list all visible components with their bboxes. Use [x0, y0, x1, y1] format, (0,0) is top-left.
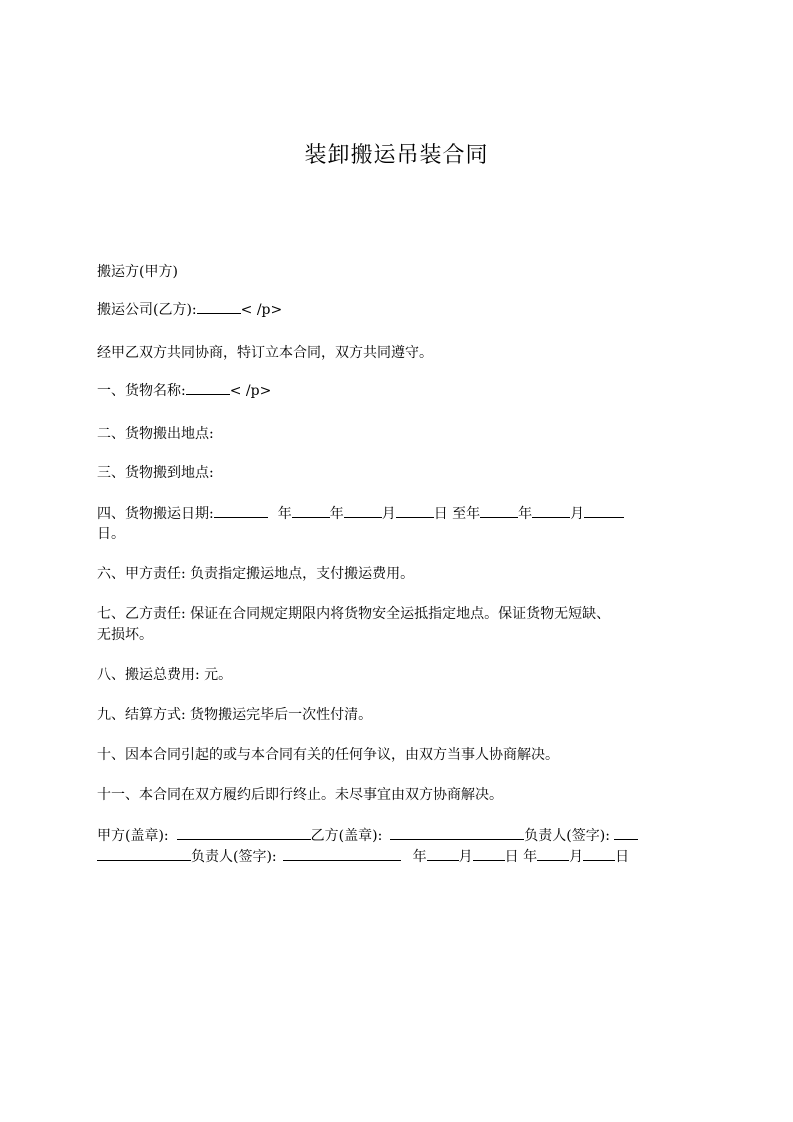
item4-yue-1: 月	[381, 506, 396, 522]
party-a-seal-blank	[177, 825, 311, 840]
item4-blank-7	[584, 503, 624, 518]
party-b-seal-blank	[390, 825, 524, 840]
item2-text: 二、货物搬出地点:	[97, 426, 214, 442]
party-a-line	[97, 262, 697, 283]
date-b-blank-1	[537, 846, 569, 861]
party-b-line	[97, 299, 697, 321]
party-b-label: 搬运公司(乙方):	[97, 302, 197, 318]
item4-blank-2	[292, 503, 330, 518]
item4-blank-6	[532, 503, 570, 518]
item4-label: 四、货物搬运日期:	[97, 506, 214, 522]
item10-line	[97, 745, 697, 766]
item7-text-1: 七、乙方责任: 保证在合同规定期限内将货物安全运抵指定地点。保证货物无短缺、	[97, 606, 611, 622]
item11-line	[97, 785, 697, 806]
item7-line1	[97, 604, 697, 625]
item9-line	[97, 705, 697, 726]
date-a-blank-2	[473, 846, 505, 861]
item7-line2	[97, 625, 697, 646]
item6-text: 六、甲方责任: 负责指定搬运地点，支付搬运费用。	[97, 566, 415, 582]
responsible-1-blank-b	[97, 846, 191, 861]
item11-text: 十一、本合同在双方履约后即行终止。未尽事宜由双方协商解决。	[97, 787, 503, 803]
responsible-2-blank	[283, 846, 401, 861]
responsible-2-label: 负责人(签字):	[191, 849, 277, 865]
item4-nian-3: 年	[518, 506, 533, 522]
item4-end: 日。	[97, 526, 125, 542]
party-b-blank	[197, 299, 241, 314]
item4-yue-2: 月	[570, 506, 585, 522]
item4-blank-3	[344, 503, 382, 518]
item2-line	[97, 424, 697, 445]
date-a-blank-1	[427, 846, 459, 861]
item1-line	[97, 380, 697, 402]
party-b-tail: < /p>	[240, 302, 283, 318]
item6-line	[97, 564, 697, 585]
item1-blank	[186, 380, 230, 395]
item4-blank-1	[214, 503, 268, 518]
date-b-yue: 月	[569, 849, 584, 865]
item3-line	[97, 463, 697, 484]
item1-label: 一、货物名称:	[97, 383, 186, 399]
item4-blank-5	[480, 503, 518, 518]
party-a-seal-label: 甲方(盖章):	[97, 828, 169, 844]
responsible-1-label: 负责人(签字):	[524, 828, 610, 844]
item1-tail: < /p>	[229, 383, 272, 399]
item9-text: 九、结算方式: 货物搬运完毕后一次性付清。	[97, 707, 373, 723]
item4-nian-1: 年	[277, 506, 292, 522]
item8-line	[97, 665, 697, 686]
date-b-blank-2	[583, 846, 615, 861]
item4-nian-2: 年	[329, 506, 344, 522]
date-a-yue: 月	[458, 849, 473, 865]
date-a-nian: 年	[412, 849, 427, 865]
responsible-1-blank-a	[614, 825, 638, 840]
date-a-ri-nian: 日 年	[504, 849, 538, 865]
item7-text-2: 无损坏。	[97, 627, 153, 643]
item8-text: 八、搬运总费用: 元。	[97, 667, 233, 683]
signature-line1	[97, 825, 697, 847]
party-b-seal-label: 乙方(盖章):	[310, 828, 383, 844]
item4-line1	[97, 503, 697, 525]
intro-line	[97, 343, 697, 364]
item4-line2	[97, 524, 697, 545]
party-a-text: 搬运方(甲方)	[97, 264, 178, 280]
date-b-ri: 日	[615, 849, 630, 865]
item10-text: 十、因本合同引起的或与本合同有关的任何争议，由双方当事人协商解决。	[97, 747, 559, 763]
item4-ri-zhi: 日 至年	[433, 506, 481, 522]
item4-blank-4	[396, 503, 434, 518]
document-title: 装卸搬运吊装合同	[304, 143, 489, 168]
signature-line2	[97, 846, 697, 868]
intro-text: 经甲乙双方共同协商，特订立本合同，双方共同遵守。	[97, 345, 433, 361]
item3-text: 三、货物搬到地点:	[97, 465, 214, 481]
